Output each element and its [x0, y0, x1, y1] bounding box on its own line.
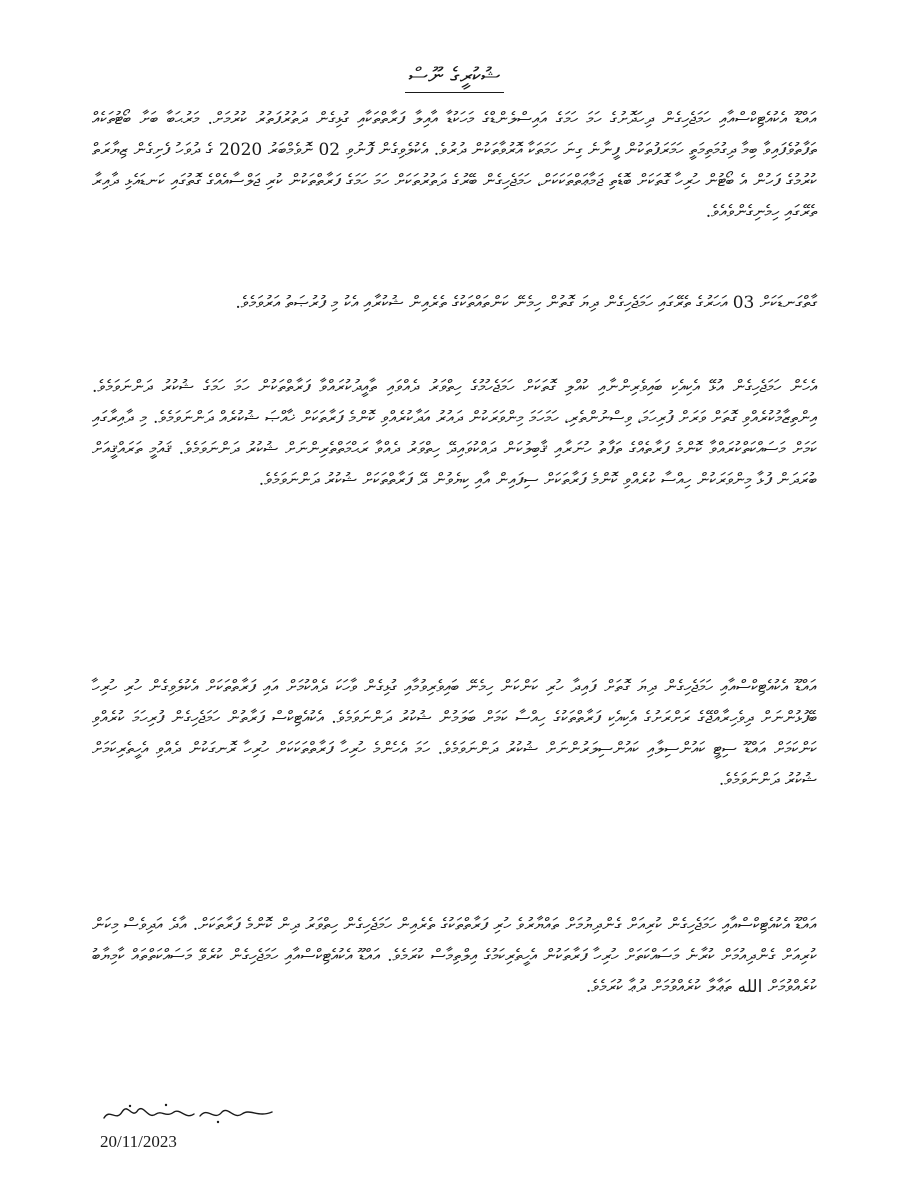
paragraph-2 [92, 288, 817, 319]
document-date: 20/11/2023 [100, 1132, 177, 1151]
handwritten-signature [100, 1100, 280, 1126]
document-title-text: ޝުކުރީގެ ނޫސް [405, 62, 505, 93]
paragraph-1 [92, 104, 817, 228]
paragraph-4 [92, 672, 817, 796]
paragraph-5-text: އައްޑޫ އެކުއެޓިކްސްއާއި ހަމަޖެހިގެން ކުރިއަށް ގެންދިޔުމަށް ތައްޔާރުވެ ހުރި ފަރާތްތަކުގެ ތެރެއިން ހަމަޖެހިގެން ހިތްވަރު ދިން ކޮންމެ ފަރާތަކަށް. އާދެ އަދިވެސް މިކަން ކުރިއަށް ގެންދިއުމަށް ކުރާނެ މަސައްކަތަށް ހުރިހާ ފަރާތަކުން އެހީތެރިކަމުގެ އިލްތިމާސް ކުރަމެވެ. އައްޑޫ އެކުއެޓިކްސްއާއި ހަމަޖެހިގެން ކުރެވޭ މަސައްކަތްތައް ކާމިޔާބު ކުރެއްވުމަށް الله ތަޢާލާ ކުރެއްވުމަށް ދުޢާ ކުރަމެވެ. [92, 915, 817, 997]
paragraph-1-text: އައްޑޫ އެކުއެޓިކްސްއާއި ހަމަޖެހިގެން ދިހަދޮށުގެ ހަމަ ހަމަގެ އައިސްލެންޑްގެ މަހަކުޑާ އާއިލާ ފަރާތްތަކާއި ގުޅިގެން ދަތުރުފަތުރު ކުރުމަށް. މަރުޙަބާ ބަށާ ބޯޓުތަކެއް ތަފާތުވެފައިވާ ބިމާ ދިގުމަތިމަތީ ހަމަރަފުތަކުން ފީނާނެ ގިނަ ހަމަތަކާ އޮރުވާތަކުން ދުރުވެ. އެކުލެވިގެން ފޮނުވި 02 ނޮވެމްބަރު 2020 ގެ ދުވަހު ފެށިގެން ޒިޔާރަތް ކުރުމުގެ ފަހުން އެ ބޯޓުން ހުރިހާ ގޮތަކަށް ބޮޑެތި ޖަމާޢަތްތަކަކަށް، ހަމަޖެހިގެން ބޭރުގެ ދަތުރުތަކަށް ހަމަ ހަމަގެ ފަރާތްތަކުން ކުރި ޖަލްސާއެއްގެ ގޮތުގައި ކަނޑައެޅި ދާއިރާ ތެރޭގައި ހިމެނިގެންވެއެވެ. [92, 109, 817, 222]
document-title [0, 62, 909, 93]
paragraph-3 [92, 372, 817, 496]
paragraph-3-text: އެހެން ހަމަޖެހިގެން އުޅޭ އެކިއެކި ބައިވެރިންނާއި ކުއްލި ގޮތަކަށް ހަމަޖެހުމުގެ ހިތްވަރު ދެއްވައި ތާއީދުކުރައްވާ ފަރާތްތަކުން ހަމަ ހަމަގެ ޝުކުރު ދަންނަވަމެވެ. އިންތިޒާމުކުރެއްވި ގޮތަށް ވަރަށް ފުރިހަމަ، ވިސްނުންތެރި، ހަމަހަމަ މިންވަރަކުން ދައުރު އަދާކުރެއްވި ކޮންމެ ފަރާތަކަށް ޚާއްޞަ ޝުކުރެއް ދަންނަވަމެވެ. މި ދާއިރާގައި ކަމަށް މަސައްކަތްކުރައްވާ ކޮންމެ ފަރާތެއްގެ ތަފާތު ހުނަރާއި ޤާބިލުކަން ދައްކުވައިދޭ ހިތްވަރު ދެއްވާ ރަޙްމަތްތެރިންނަށް ޝުކުރު ދަންނަވަމެވެ. ޤައުމީ ތަރައްޤީއަށް ބުރަދަން ފުޅާ މިންވަރަކުން ހިއްސާ ކުރެއްވި ކޮންމެ ފަރާތަކަށް ސިފައިން އާއި ކިޔެވުން ދޭ ފަރާތްތަކަށް ޝުކުރު ދަންނަވަމެވެ. [92, 377, 817, 490]
paragraph-4-text: އައްޑޫ އެކުއެޓިކްސްއާއި ހަމަޖެހިގެން ދިޔަ ގޮތަށް ފައިދާ ހުރި ކަންކަން ހިމެނޭ ބައިވެރިވުމާއި ގުޅިގެން ވާހަކަ ދެއްކުމަށް އައި ފަރާތްތަކަށް އެކުލެވިގެން ހުރި ހުރިހާ ބޭފުޅުންނަށް ދިވެހިރާއްޖޭގެ ރަށްރަށުގެ އެކިއެކި ފަރާތްތަކުގެ ހިއްސާ ކަމަށް ބަލަމުން ޝުކުރު ދަންނަވަމެވެ. އެކުއެޓިކްސް ފަރާތުން ހަމަޖެހިގެން ފުރިހަމަ ކުރެއްވި ކަންކަމަށް އައްޑޫ ސިޓީ ކައުންސިލާއި ކައުންސިލަރުންނަށް ޝުކުރު ދަންނަވަމެވެ. ހަމަ އެހެންމެ ހުރިހާ ފަރާތްތަކަކަށް ހުރިހާ ރޮނގަކުން ދެއްވި އެހީތެރިކަމަށް ޝުކުރު ދަންނަވަމެވެ. [92, 677, 817, 790]
paragraph-5 [92, 910, 817, 1003]
paragraph-2-text: ގާތްގަނޑަކަށް 03 އަހަރުގެ ތެރޭގައި ހަމަޖެހިގެން ދިޔަ ގޮތުން ހިމެނޭ ކަންތައްތަކުގެ ތެރެއިން ޝުކުރާއި އެކު މި ފުރުޞަތު އަރުވަމެވެ. [235, 293, 817, 313]
